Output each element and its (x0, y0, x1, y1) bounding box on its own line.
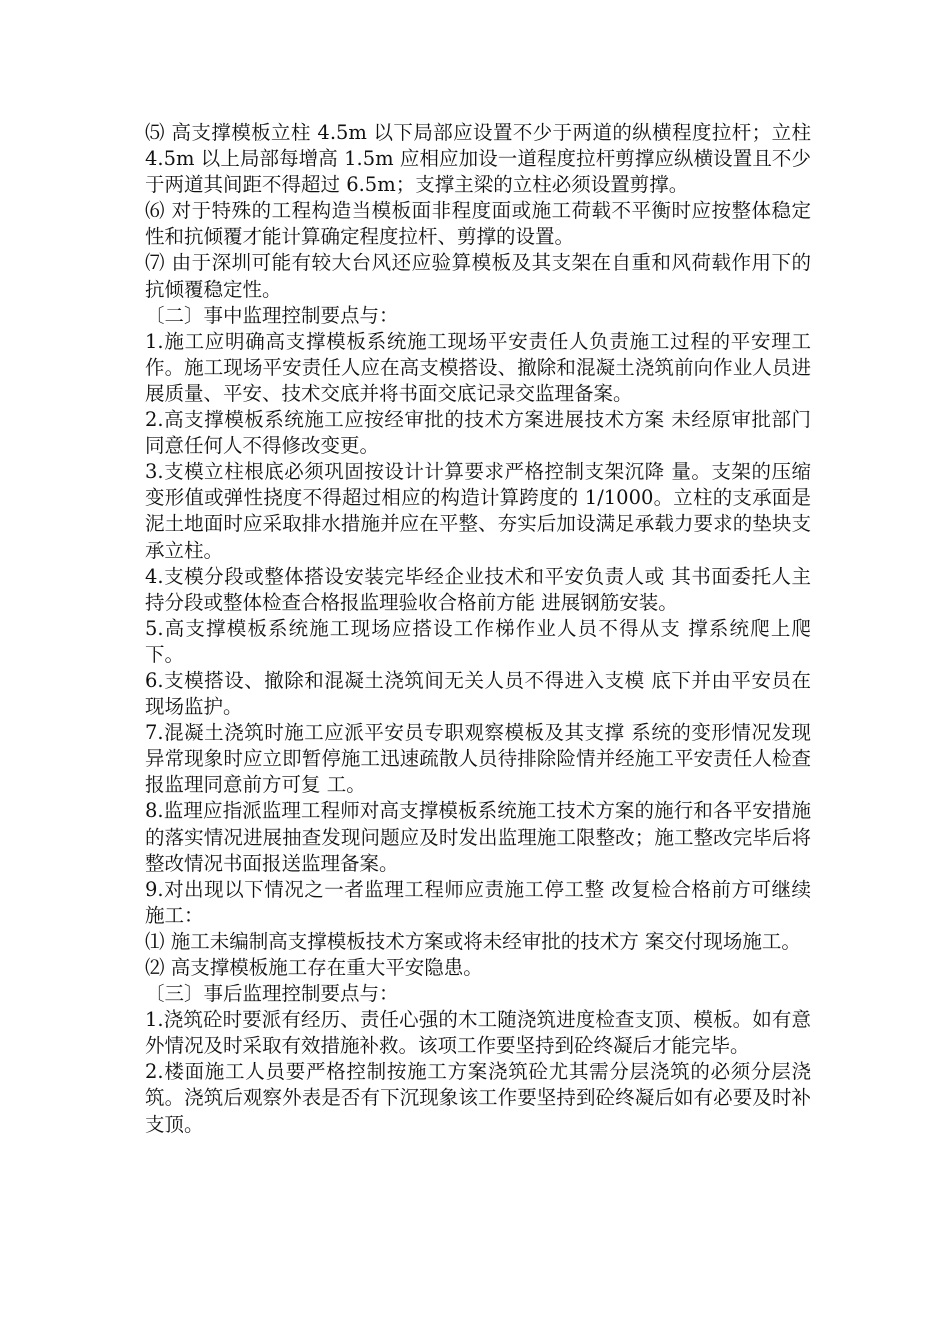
paragraph-3-1: 1.浇筑砼时要派有经历、责任心强的木工随浇筑进度检查支顶、模板。如有意外情况及时采取有效措施补救。该项工作要坚持到砼终凝后才能完毕。 (145, 1008, 811, 1058)
paragraph-2-9-1: ⑴ 施工未编制高支撑模板技术方案或将未经审批的技术方 案交付现场施工。 (145, 929, 801, 953)
paragraph-item-6: ⑹ 对于特殊的工程构造当模板面非程度面或施工荷载不平衡时应按整体稳定性和抗倾覆才能计算确定程度拉杆、剪撑的设置。 (145, 199, 811, 249)
paragraph-2-3: 3.支模立柱根底必须巩固按设计计算要求严格控制支架沉降 量。支架的压缩变形值或弹性挠度不得超过相应的构造计算跨度的 1/1000。立柱的支承面是泥土地面时应采取排水措施并应在平整、夯实后加设满足承载力要求的垫块支承立柱。 (145, 460, 811, 562)
paragraph-2-2: 2.高支撑模板系统施工应按经审批的技术方案进展技术方案 未经原审批部门同意任何人不得修改变更。 (145, 408, 811, 458)
section-heading-2: 〔二〕事中监理控制要点与： (145, 303, 399, 327)
paragraph-2-6: 6.支模搭设、撤除和混凝土浇筑间无关人员不得进入支模 底下并由平安员在现场监护。 (145, 668, 811, 719)
paragraph-2-5: 5.高支撑模板系统施工现场应搭设工作梯作业人员不得从支 撑系统爬上爬下。 (145, 616, 811, 666)
paragraph-item-7: ⑺ 由于深圳可能有较大台风还应验算模板及其支架在自重和风荷载作用下的抗倾覆稳定性。 (145, 251, 811, 301)
paragraph-2-1: 1.施工应明确高支撑模板系统施工现场平安责任人负责施工过程的平安理工作。施工现场平安责任人应在高支模搭设、撤除和混凝土浇筑前向作业人员进展质量、平安、技术交底并将书面交底记录交监理备案。 (145, 329, 811, 405)
paragraph-2-8: 8.监理应指派监理工程师对高支撑模板系统施工技术方案的施行和各平安措施的落实情况进展抽查发现问题应及时发出监理施工限整改；施工整改完毕后将整改情况书面报送监理备案。 (145, 799, 811, 875)
section-heading-3: 〔三〕事后监理控制要点与： (145, 982, 399, 1006)
paragraph-2-4: 4.支模分段或整体搭设安装完毕经企业技术和平安负责人或 其书面委托人主持分段或整体检查合格报监理验收合格前方能 进展钢筋安装。 (145, 564, 811, 614)
document-body (145, 120, 811, 1138)
paragraph-item-5: ⑸ 高支撑模板立柱 4.5m 以下局部应设置不少于两道的纵横程度拉杆；立柱 4.5m 以上局部每增高 1.5m 应相应加设一道程度拉杆剪撑应纵横设置且不少于两道其间距不得超过 6.5m；支撑主梁的立柱必须设置剪撑。 (145, 121, 811, 197)
paragraph-2-9: 9.对出现以下情况之一者监理工程师应责施工停工整 改复检合格前方可继续施工： (145, 877, 811, 927)
paragraph-2-9-2: ⑵ 高支撑模板施工存在重大平安隐患。 (145, 956, 483, 979)
paragraph-3-2: 2.楼面施工人员要严格控制按施工方案浇筑砼尤其需分层浇筑的必须分层浇筑。浇筑后观察外表是否有下沉现象该工作要坚持到砼终凝后如有必要及时补支顶。 (145, 1060, 811, 1136)
paragraph-2-7: 7.混凝土浇筑时施工应派平安员专职观察模板及其支撑 系统的变形情况发现异常现象时应立即暂停施工迅速疏散人员待排除险情并经施工平安责任人检查报监理同意前方可复 工。 (145, 721, 811, 797)
